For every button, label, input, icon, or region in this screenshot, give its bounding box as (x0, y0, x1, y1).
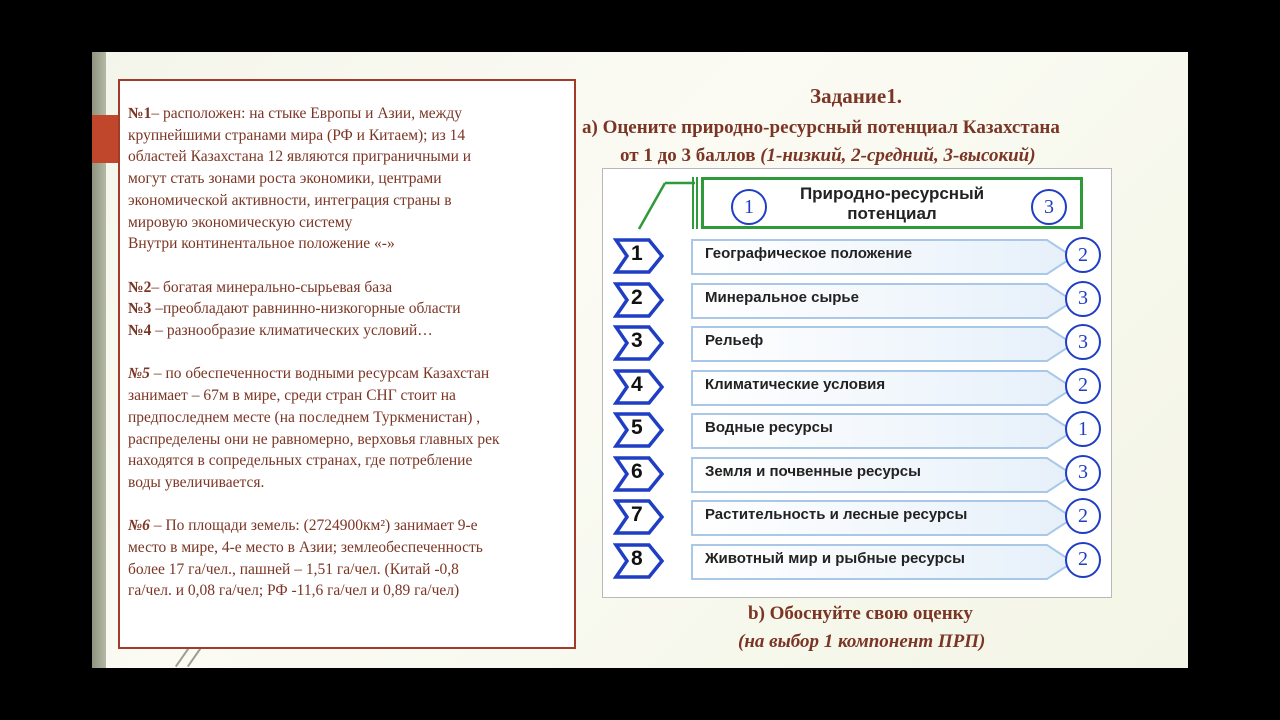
paragraph-1: №1– расположен: на стыке Европы и Азии, между крупнейшими странами мира (РФ и Китаем); из 14 областей Казахстана 12 являются приграничными и могут стать зонами роста экономики, центрами экономической активности, интеграция страны в мировую экономическую систему Внутри континентальное положение «-» (128, 105, 472, 253)
score-circle: 3 (1065, 281, 1101, 317)
paragraph-5: №5 – по обеспеченности водными ресурсам Казахстан занимает – 67м в мире, среди стран СНГ стоит на предпоследнем месте (на последнем Туркменистан) , распределены они не равномерно, верховья главных рек находятся в сопредельных странах, где потребление воды увеличивается. (128, 365, 500, 491)
item-number: №5 (128, 365, 150, 383)
score-circle: 2 (1065, 498, 1101, 534)
row-number: 5 (631, 416, 643, 439)
task-a-line1: а) Оцените природно-ресурсный потенциал Казахстана (582, 117, 1060, 138)
item-number: №3 (128, 300, 152, 318)
row-number: 6 (631, 459, 643, 483)
component-band (691, 457, 1075, 493)
component-label: Географическое положение (705, 245, 913, 262)
score-circle: 3 (1065, 324, 1101, 360)
row-number: 8 (631, 546, 643, 570)
row-number: 7 (631, 503, 643, 526)
chevron-number-icon (613, 324, 665, 362)
component-row (603, 498, 1113, 538)
chevron-number-icon (613, 411, 665, 449)
component-row (603, 324, 1113, 364)
component-band (691, 500, 1075, 536)
component-row (603, 542, 1113, 582)
row-number: 3 (631, 329, 643, 352)
score-circle: 1 (1065, 411, 1101, 447)
component-row (603, 368, 1113, 408)
component-label: Минеральное сырье (705, 288, 859, 306)
scale-min-circle: 1 (731, 189, 767, 225)
row-number: 1 (631, 242, 643, 265)
component-label: Растительность и лесные ресурсы (705, 506, 968, 523)
scale-max-circle: 3 (1031, 189, 1067, 225)
component-band (691, 544, 1075, 580)
slide-red-accent (92, 115, 118, 163)
header-title: Природно-ресурсный потенциал (799, 184, 985, 223)
row-number: 2 (631, 285, 643, 309)
left-text-panel (118, 79, 576, 649)
chevron-number-icon (613, 368, 665, 406)
component-band (691, 326, 1075, 362)
component-band (691, 239, 1075, 275)
component-row (603, 281, 1113, 321)
component-band (691, 413, 1075, 449)
component-label: Водные ресурсы (705, 419, 833, 436)
task-title: Задание1. (810, 84, 902, 108)
chevron-number-icon (613, 542, 665, 580)
paragraph-6: №6 – По площади земель: (2724900км²) занимает 9-е место в мире, 4-е место в Азии; землеобеспеченность более 17 га/чел., пашней – 1,51 га/чел. (Китай -0,8 га/чел. и 0,08 га/чел; РФ -11,6 га/чел и 0,89 га/чел) (128, 517, 483, 600)
item-number: №4 (128, 322, 152, 340)
resource-potential-diagram (602, 168, 1112, 598)
chevron-number-icon (613, 498, 665, 536)
component-label: Климатические условия (705, 375, 886, 393)
component-label: Животный мир и рыбные ресурсы (705, 549, 965, 567)
paragraph-2-4: №2– богатая минерально-сырьевая база №3 –преобладают равнинно-низкогорные области №4 – разнообразие климатических условий… (128, 278, 461, 340)
component-band (691, 283, 1075, 319)
score-circle: 3 (1065, 455, 1101, 491)
component-band (691, 370, 1075, 406)
score-circle: 2 (1065, 542, 1101, 578)
component-row (603, 237, 1113, 277)
item-number: №2 (128, 278, 152, 296)
task-b-line1: b) Обоснуйте свою оценку (748, 603, 973, 624)
task-b-line2: (на выбор 1 компонент ПРП) (738, 631, 986, 652)
item-number: №6 (128, 517, 150, 535)
chevron-number-icon (613, 237, 665, 275)
score-circle: 2 (1065, 237, 1101, 273)
task-a-line2: от 1 до 3 баллов (1-низкий, 2-средний, 3-высокий) (620, 145, 1036, 166)
task-a-scale: (1-низкий, 2-средний, 3-высокий) (760, 145, 1036, 166)
component-row (603, 455, 1113, 495)
slide (92, 52, 1188, 668)
chevron-number-icon (613, 281, 665, 319)
component-row (603, 411, 1113, 451)
item-number: №1 (128, 105, 152, 122)
component-label: Земля и почвенные ресурсы (705, 462, 921, 480)
chevron-number-icon (613, 455, 665, 493)
score-circle: 2 (1065, 368, 1101, 404)
component-label: Рельеф (705, 332, 764, 349)
row-number: 4 (631, 372, 643, 396)
